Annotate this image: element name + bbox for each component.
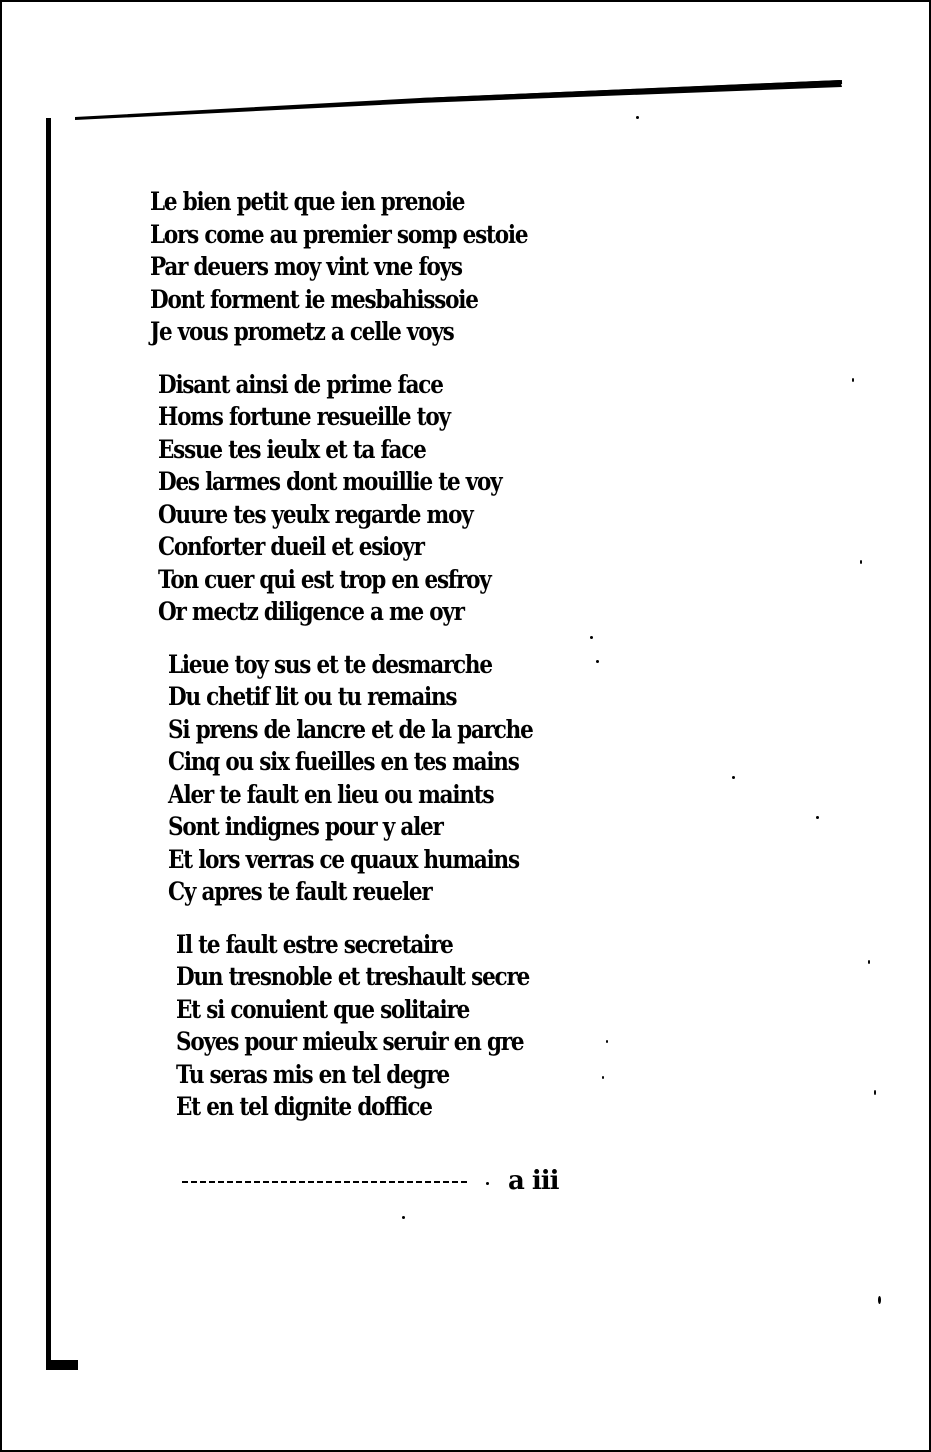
verse-line: Et lors verras ce quaux humains xyxy=(168,844,519,874)
ink-speck xyxy=(602,1076,604,1079)
verse-line: Essue tes ieulx et ta face xyxy=(158,434,426,464)
verse-line: Dont forment ie mesbahissoie xyxy=(150,284,478,314)
verse-line: Sont indignes pour y aler xyxy=(168,812,443,841)
ink-speck xyxy=(816,816,819,819)
ink-speck xyxy=(878,1296,881,1304)
ink-speck xyxy=(636,116,639,119)
ink-speck xyxy=(590,636,593,639)
ink-speck xyxy=(486,1182,489,1185)
verse-line: Ton cuer qui est trop en esfroy xyxy=(158,564,491,594)
ink-speck xyxy=(874,1090,876,1095)
verse-line: Dun tresnoble et treshault secre xyxy=(176,962,530,991)
verse-line: Et si conuient que solitaire xyxy=(176,994,470,1024)
verse-line: Aler te fault en lieu ou maints xyxy=(168,779,494,809)
verse-line: Des larmes dont mouillie te voy xyxy=(158,467,502,496)
verse-line: Cy apres te fault reueler xyxy=(168,877,432,906)
ink-speck xyxy=(732,776,735,779)
verse-line: Conforter dueil et esioyr xyxy=(158,532,424,561)
verse-line: Or mectz diligence a me oyr xyxy=(158,597,464,626)
verse-line: Lors come au premier somp estoie xyxy=(150,219,528,249)
verse-line: Le bien petit que ien prenoie xyxy=(150,187,465,216)
verse-line: Lieue toy sus et te desmarche xyxy=(168,649,492,679)
ink-speck xyxy=(860,560,862,564)
signature-mark: a iii xyxy=(508,1166,559,1196)
ink-speck xyxy=(402,1216,405,1219)
verse-line: Cinq ou six fueilles en tes mains xyxy=(168,747,519,776)
verse-line: Si prens de lancre et de la parche xyxy=(168,714,533,744)
verse-line: Il te fault estre secretaire xyxy=(176,929,453,959)
verse-line: Disant ainsi de prime face xyxy=(158,369,443,399)
verse-line: Je vous prometz a celle voys xyxy=(150,317,454,346)
verse-line: Soyes pour mieulx seruir en gre xyxy=(176,1027,524,1056)
verse-line: Et en tel dignite doffice xyxy=(176,1092,432,1121)
verse-line: Homs fortune resueille toy xyxy=(158,402,450,431)
verse-line: Du chetif lit ou tu remains xyxy=(168,682,457,711)
ink-speck xyxy=(868,960,870,964)
verse-line: Ouure tes yeulx regarde moy xyxy=(158,499,473,529)
ink-speck xyxy=(852,378,854,382)
ink-speck xyxy=(596,660,599,663)
verse-line: Tu seras mis en tel degre xyxy=(176,1059,449,1089)
ink-speck xyxy=(606,1040,608,1043)
verse-line: Par deuers moy vint vne foys xyxy=(150,252,462,281)
